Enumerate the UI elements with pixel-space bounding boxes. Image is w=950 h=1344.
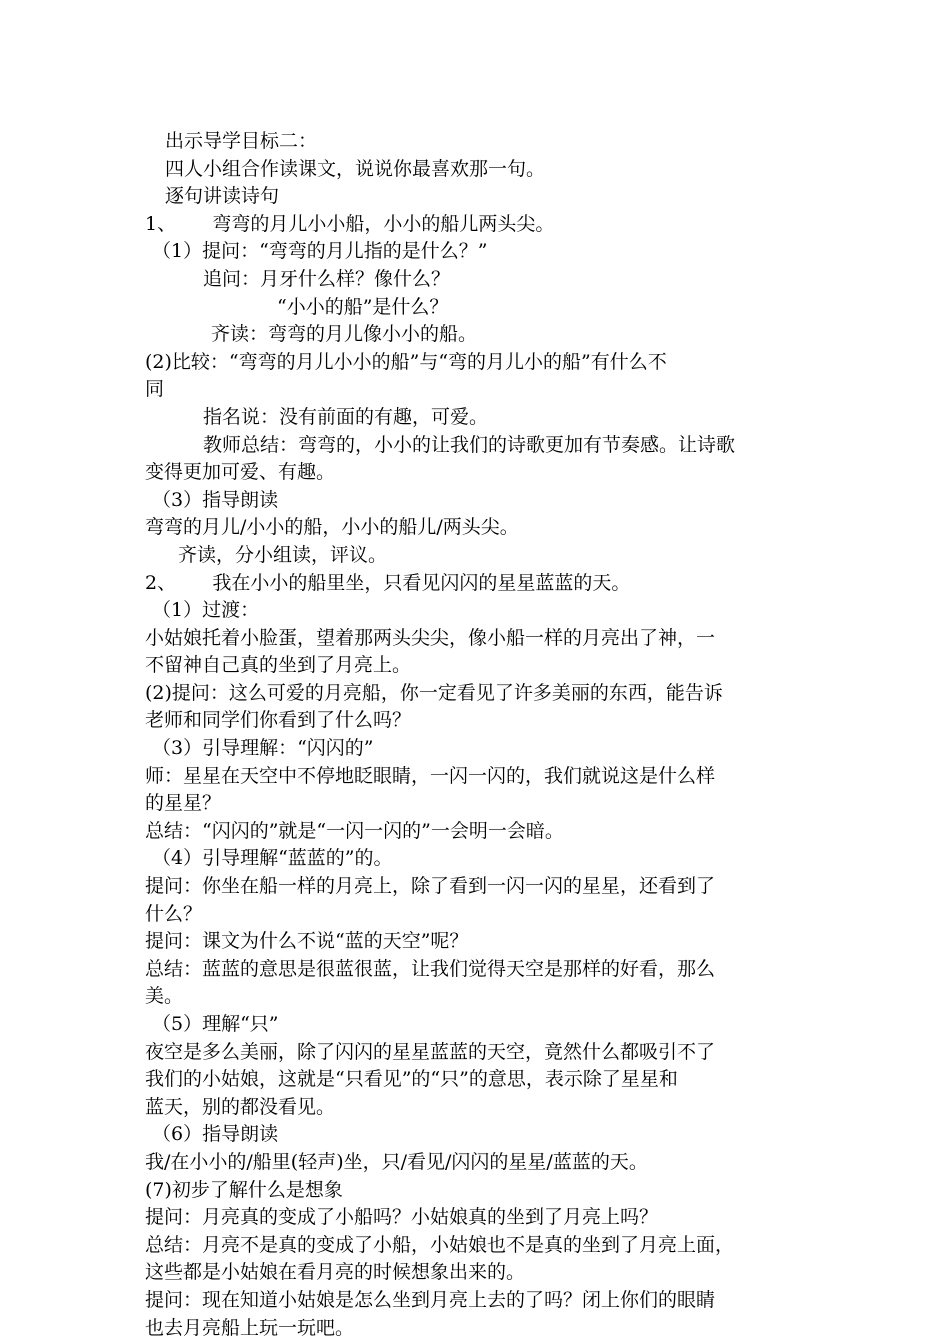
text-line: 齐读：弯弯的月儿像小小的船。 xyxy=(211,323,478,346)
text-line: （5）理解“只” xyxy=(152,1013,279,1035)
text-line: 提问：课文为什么不说“蓝的天空”呢？ xyxy=(145,930,469,953)
text-line: 提问：现在知道小姑娘是怎么坐到月亮上去的了吗？闭上你们的眼睛 xyxy=(145,1288,716,1311)
text-line: （3）引导理解：“闪闪的” xyxy=(152,737,374,760)
text-line: 我/在小小的/船里(轻声)坐，只/看见/闪闪的星星/蓝蓝的天。 xyxy=(145,1150,648,1173)
text-line: 同 xyxy=(145,378,165,401)
text-line: 提问：月亮真的变成了小船吗？小姑娘真的坐到了月亮上吗？ xyxy=(145,1206,659,1229)
text-line: 变得更加可爱、有趣。 xyxy=(145,461,336,484)
text-line: 师：星星在天空中不停地眨眼睛，一闪一闪的，我们就说这是什么样 xyxy=(145,764,716,787)
text-line: （1）提问：“弯弯的月儿指的是什么？” xyxy=(152,240,488,263)
text-line: 1、 弯弯的月儿小小船，小小的船儿两头尖。 xyxy=(145,212,555,235)
text-line: 也去月亮船上玩一玩吧。 xyxy=(145,1316,355,1339)
text-line: 弯弯的月儿/小小的船，小小的船儿/两头尖。 xyxy=(145,516,519,539)
text-line: “小小的船”是什么？ xyxy=(277,295,449,318)
text-line: （4）引导理解“蓝蓝的”的。 xyxy=(152,847,393,870)
text-line: 四人小组合作读课文，说说你最喜欢那一句。 xyxy=(165,157,546,180)
text-line: 逐句讲读诗句 xyxy=(165,185,280,208)
lesson-plan-text xyxy=(145,128,815,1342)
text-line: 总结：月亮不是真的变成了小船，小姑娘也不是真的坐到了月亮上面， xyxy=(145,1233,735,1256)
text-line: (7)初步了解什么是想象 xyxy=(145,1178,343,1201)
text-line: 老师和同学们你看到了什么吗？ xyxy=(145,709,412,732)
text-line: (2)提问：这么可爱的月亮船，你一定看见了许多美丽的东西，能告诉 xyxy=(145,681,723,704)
text-line: 不留神自己真的坐到了月亮上。 xyxy=(145,654,412,677)
text-line: 提问：你坐在船一样的月亮上，除了看到一闪一闪的星星，还看到了 xyxy=(145,875,716,898)
text-line: 美。 xyxy=(145,985,184,1008)
text-line: （3）指导朗读 xyxy=(152,488,279,511)
text-line: 2、 我在小小的船里坐，只看见闪闪的星星蓝蓝的天。 xyxy=(145,571,631,594)
text-line: 小姑娘托着小脸蛋，望着那两头尖尖，像小船一样的月亮出了神，一 xyxy=(145,626,716,649)
text-line: 教师总结：弯弯的，小小的让我们的诗歌更加有节奏感。让诗歌 xyxy=(203,433,736,456)
text-line: (2)比较：“弯弯的月儿小小的船”与“弯的月儿小的船”有什么不 xyxy=(145,350,667,373)
text-line: 指名说：没有前面的有趣，可爱。 xyxy=(203,405,489,428)
text-line: （6）指导朗读 xyxy=(152,1123,279,1146)
text-line: 出示导学目标二： xyxy=(165,130,318,152)
text-line: 追问：月牙什么样？像什么？ xyxy=(203,267,451,290)
text-line: 这些都是小姑娘在看月亮的时候想象出来的。 xyxy=(145,1261,526,1284)
text-line: 我们的小姑娘，这就是“只看见”的“只”的意思，表示除了星星和 xyxy=(145,1068,678,1091)
text-line: 总结：蓝蓝的意思是很蓝很蓝，让我们觉得天空是那样的好看，那么 xyxy=(145,957,716,980)
text-line: （1）过渡： xyxy=(152,599,260,622)
text-line: 夜空是多么美丽，除了闪闪的星星蓝蓝的天空，竟然什么都吸引不了 xyxy=(145,1040,716,1063)
text-line: 什么？ xyxy=(145,902,203,925)
text-line: 齐读，分小组读，评议。 xyxy=(178,543,388,566)
text-line: 蓝天，别的都没看见。 xyxy=(145,1095,336,1118)
text-line: 总结：“闪闪的”就是“一闪一闪的”一会明一会暗。 xyxy=(145,819,564,842)
text-line: 的星星？ xyxy=(145,792,222,815)
